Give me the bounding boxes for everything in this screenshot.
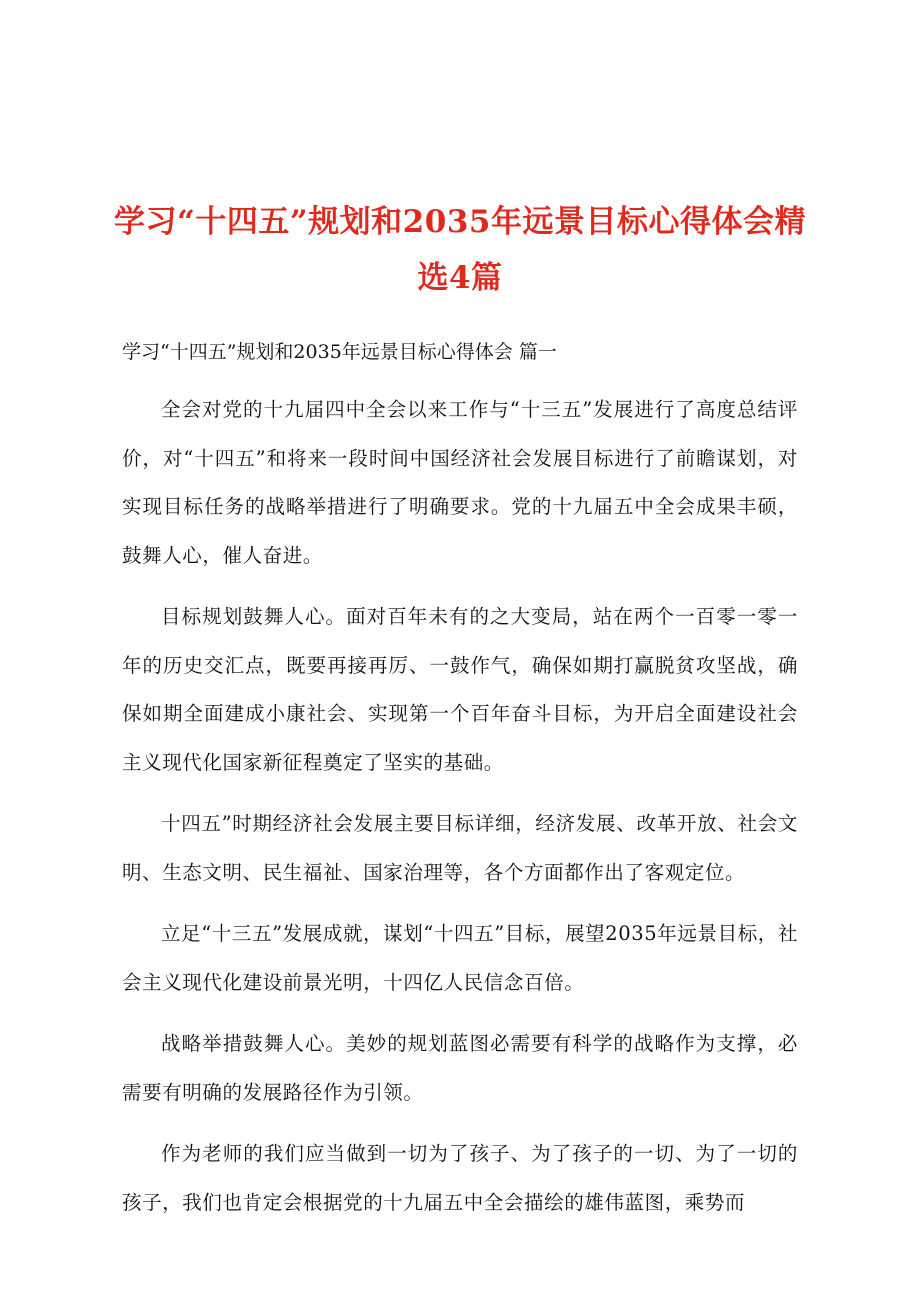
paragraph-5: 战略举措鼓舞人心。美妙的规划蓝图必需要有科学的战略作为支撑，必需要有明确的发展路径作为引领。 bbox=[122, 1032, 798, 1104]
paragraph-3: 十四五”时期经济社会发展主要目标详细，经济发展、改革开放、社会文明、生态文明、民生福祉、国家治理等，各个方面都作出了客观定位。 bbox=[122, 812, 798, 884]
document-body bbox=[122, 386, 798, 1240]
paragraph-2: 目标规划鼓舞人心。面对百年未有的之大变局，站在两个一百零一零一年的历史交汇点，既要再接再厉、一鼓作气，确保如期打赢脱贫攻坚战，确保如期全面建成小康社会、实现第一个百年奋斗目标，为开启全面建设社会主义现代化国家新征程奠定了坚实的基础。 bbox=[122, 605, 798, 774]
paragraph-4: 立足“十三五”发展成就，谋划“十四五”目标，展望2035年远景目标，社会主义现代化建设前景光明，十四亿人民信念百倍。 bbox=[122, 922, 799, 994]
paragraph-1: 全会对党的十九届四中全会以来工作与“十三五”发展进行了高度总结评价，对“十四五”和将来一段时间中国经济社会发展目标进行了前瞻谋划，对实现目标任务的战略举措进行了明确要求。党的十九届五中全会成果丰硕，鼓舞人心，催人奋进。 bbox=[122, 398, 798, 567]
document-title: 学习“十四五”规划和2035年远景目标心得体会精选4篇 bbox=[114, 204, 806, 296]
section-heading: 学习“十四五”规划和2035年远景目标心得体会 篇一 bbox=[122, 341, 557, 363]
paragraph-6: 作为老师的我们应当做到一切为了孩子、为了孩子的一切、为了一切的孩子，我们也肯定会根据党的十九届五中全会描绘的雄伟蓝图，乘势而 bbox=[122, 1142, 798, 1214]
